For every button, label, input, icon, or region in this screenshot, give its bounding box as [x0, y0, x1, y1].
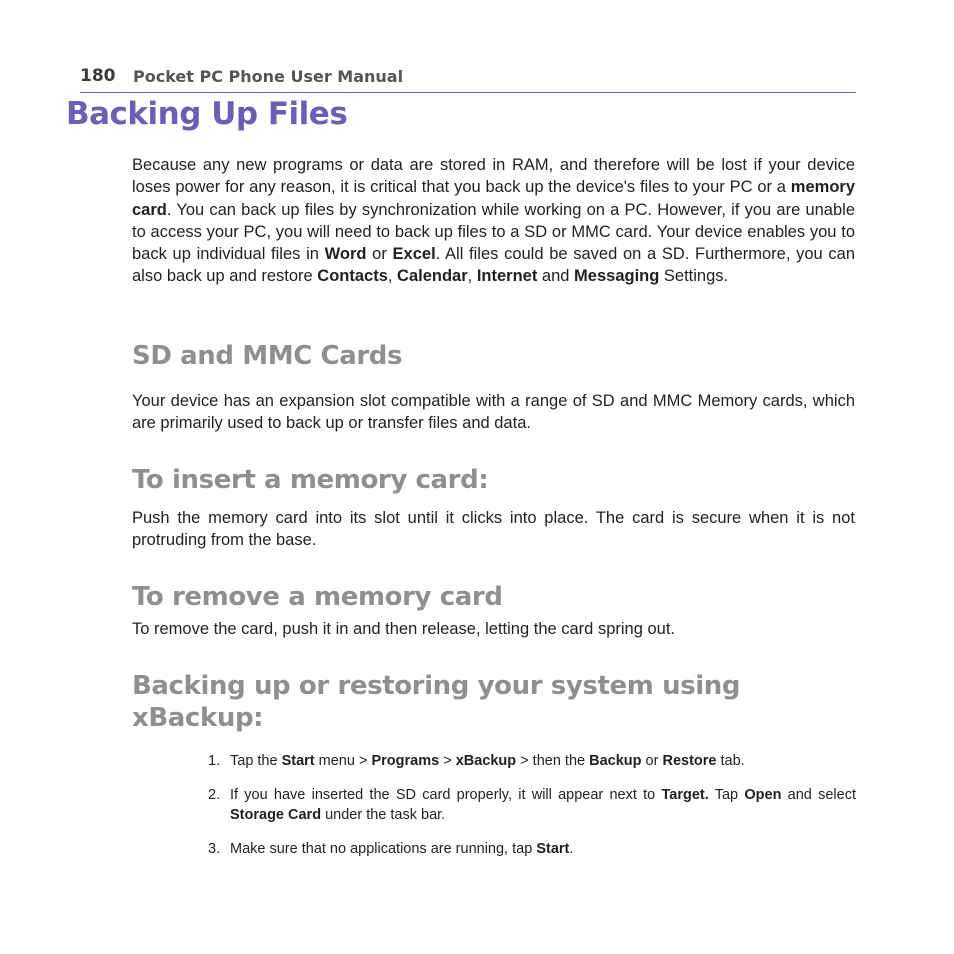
bold-term: Internet	[476, 267, 538, 286]
bold-term: Open	[744, 787, 782, 803]
step-number: 3.	[208, 841, 221, 857]
bold-term: xBackup	[455, 753, 517, 769]
text-run: Make sure that no applications are running, tap	[230, 841, 537, 857]
remove-card-paragraph: To remove the card, push it in and then release, letting the card spring out.	[132, 620, 675, 638]
manual-title: Pocket PC Phone User Manual	[133, 67, 404, 86]
insert-card-paragraph: Push the memory card into its slot until it clicks into place. The card is secure when it is not protruding from the base.	[132, 509, 855, 550]
bold-term: Target.	[661, 787, 709, 803]
list-item	[208, 752, 856, 772]
bold-term: Start	[281, 753, 315, 769]
bold-term: Excel	[392, 245, 436, 264]
step-number: 2.	[208, 787, 221, 803]
bold-term: Restore	[662, 753, 717, 769]
text-run: .	[569, 841, 574, 857]
bold-term: memory card	[132, 178, 855, 219]
text-run: or	[366, 245, 393, 264]
step-text	[230, 752, 856, 772]
remove-card-heading: To remove a memory card	[132, 582, 503, 612]
bold-term: Contacts	[317, 267, 388, 286]
step-number: 1.	[208, 753, 221, 769]
text-run: or	[641, 753, 663, 769]
text-run: and	[537, 267, 575, 286]
bold-term: Messaging	[574, 267, 660, 286]
xbackup-heading	[132, 670, 740, 734]
xbackup-heading-line1: Backing up or restoring your system using	[132, 671, 741, 701]
text-run: Settings.	[659, 267, 729, 286]
text-run: under the task bar.	[321, 806, 446, 823]
page-number: 180	[80, 66, 116, 86]
text-run: ,	[467, 267, 477, 286]
bold-term: Word	[324, 245, 367, 264]
text-run: . All files could be saved on a SD. Furthermore, you can also back up and restore	[132, 245, 855, 286]
sd-mmc-heading: SD and MMC Cards	[132, 341, 403, 371]
text-run: tab.	[716, 753, 745, 769]
text-run: > then the	[516, 753, 590, 769]
page-title: Backing Up Files	[66, 96, 348, 132]
text-run: Tap	[708, 787, 745, 803]
text-run: Because any new programs or data are stored in RAM, and therefore will be lost if your device loses power for any reason, it is critical that you back up the device's files to your PC or a	[132, 156, 855, 197]
page-header	[80, 64, 856, 93]
step-text	[230, 786, 856, 825]
bold-term: Programs	[371, 753, 440, 769]
sd-mmc-paragraph: Your device has an expansion slot compatible with a range of SD and MMC Memory cards, which are primarily used to back up or transfer files and data.	[132, 392, 855, 433]
text-run: and select	[781, 787, 856, 803]
xbackup-heading-line2: xBackup:	[132, 703, 264, 733]
text-run: . You can back up files by synchronization while working on a PC. However, if you are unable to access your PC, you will need to back up files to a SD or MMC card. Your device enables you to back up individual files in	[132, 200, 855, 264]
text-run: Tap the	[230, 753, 282, 769]
list-item	[208, 786, 856, 825]
intro-paragraph	[132, 154, 855, 288]
text-run: menu >	[314, 753, 372, 769]
bold-term: Storage Card	[230, 806, 322, 823]
bold-term: Start	[536, 841, 570, 857]
text-run: ,	[387, 267, 398, 286]
step-text	[230, 840, 856, 860]
list-item	[208, 840, 856, 860]
bold-term: Calendar	[397, 267, 468, 286]
text-run: >	[439, 753, 456, 769]
bold-term: Backup	[589, 753, 642, 769]
text-run: If you have inserted the SD card properly, it will appear next to	[230, 787, 662, 803]
insert-card-heading: To insert a memory card:	[132, 465, 489, 495]
